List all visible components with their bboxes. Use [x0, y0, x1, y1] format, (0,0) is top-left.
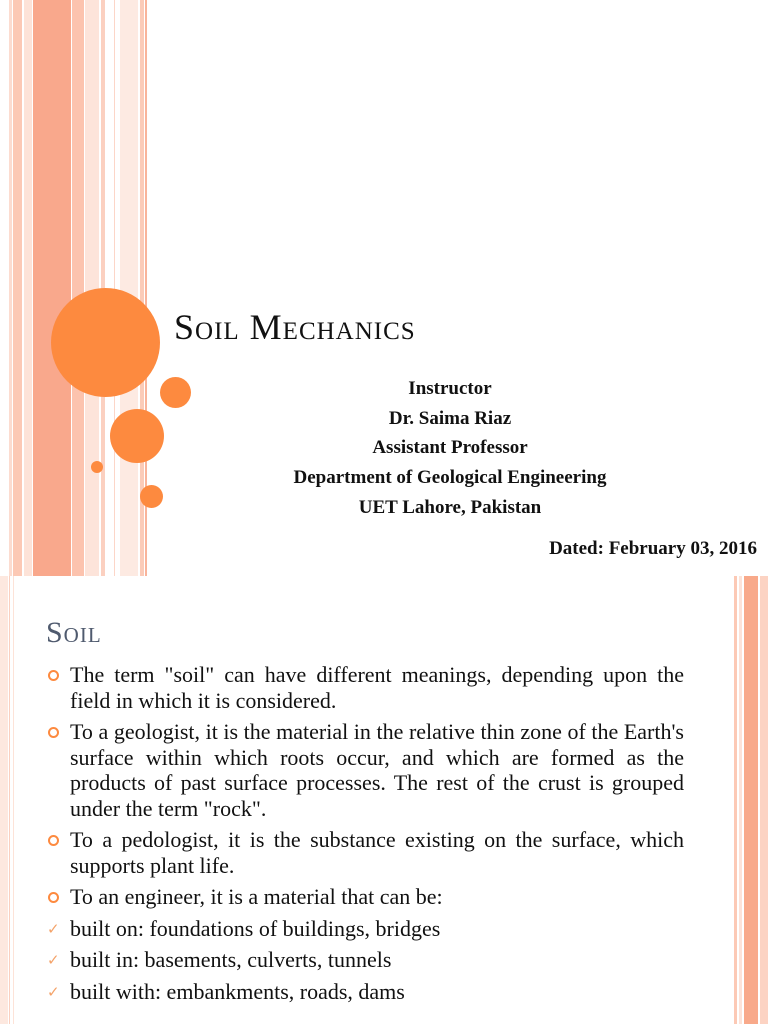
stripe	[9, 0, 12, 576]
list-item	[46, 719, 684, 821]
bullet-text: The term "soil" can have different meanings, depending upon the field in which it is considered.	[70, 662, 684, 713]
check-icon: ✓	[47, 982, 60, 1001]
info-line: Instructor	[408, 378, 492, 399]
stripe	[24, 0, 32, 576]
bullet-list	[46, 662, 684, 1010]
info-line: Department of Geological Engineering	[293, 467, 607, 489]
stripe	[72, 0, 84, 576]
bullet-text: To a geologist, it is the material in the relative thin zone of the Earth's surface within which roots occur, and which are formed as the products of past surface processes. The rest of the crust is grouped under the term "rock".	[70, 719, 684, 821]
list-item	[46, 979, 684, 1005]
decorative-circle-medium	[110, 409, 164, 463]
bullet-text: built in: basements, culverts, tunnels	[70, 947, 392, 972]
check-icon: ✓	[47, 951, 60, 969]
bullet-text: built on: foundations of buildings, bridges	[70, 915, 441, 941]
circle-bullet-icon	[48, 835, 59, 846]
stripe	[744, 576, 758, 1024]
info-line: Assistant Professor	[372, 437, 528, 459]
circle-bullet-icon	[48, 727, 59, 738]
stripe	[734, 576, 737, 1024]
check-icon: ✓	[47, 919, 60, 938]
stripe	[739, 576, 742, 1024]
slide-heading: Soil	[46, 616, 102, 649]
stripe	[0, 576, 8, 1024]
date-line: Dated: February 03, 2016	[549, 538, 757, 559]
list-item	[46, 662, 684, 713]
list-item	[46, 916, 684, 942]
stripe	[13, 0, 22, 576]
circle-bullet-icon	[48, 670, 59, 681]
instructor-info	[250, 374, 650, 523]
bullet-text: To an engineer, it is a material that can be:	[70, 884, 443, 909]
slide-title: Soil Mechanics	[174, 307, 416, 347]
bullet-text: built with: embankments, roads, dams	[70, 978, 405, 1004]
stripe	[13, 576, 14, 1024]
circle-bullet-icon	[48, 892, 59, 903]
bullet-text: To a pedologist, it is the substance existing on the surface, which supports plant life.	[70, 827, 684, 878]
stripe	[9, 576, 10, 1024]
decorative-circle-small	[160, 377, 191, 408]
decorative-circle-small	[140, 485, 163, 508]
stripe	[33, 0, 71, 576]
stripe	[760, 576, 768, 1024]
decorative-circle-large	[51, 288, 160, 397]
stripe	[120, 0, 138, 576]
list-item	[46, 827, 684, 878]
list-item	[46, 884, 684, 910]
content-slide	[0, 576, 768, 1024]
info-line: UET Lahore, Pakistan	[358, 496, 542, 518]
list-item	[46, 947, 684, 973]
decorative-circle-tiny	[91, 461, 103, 473]
info-line: Dr. Saima Riaz	[388, 407, 512, 429]
